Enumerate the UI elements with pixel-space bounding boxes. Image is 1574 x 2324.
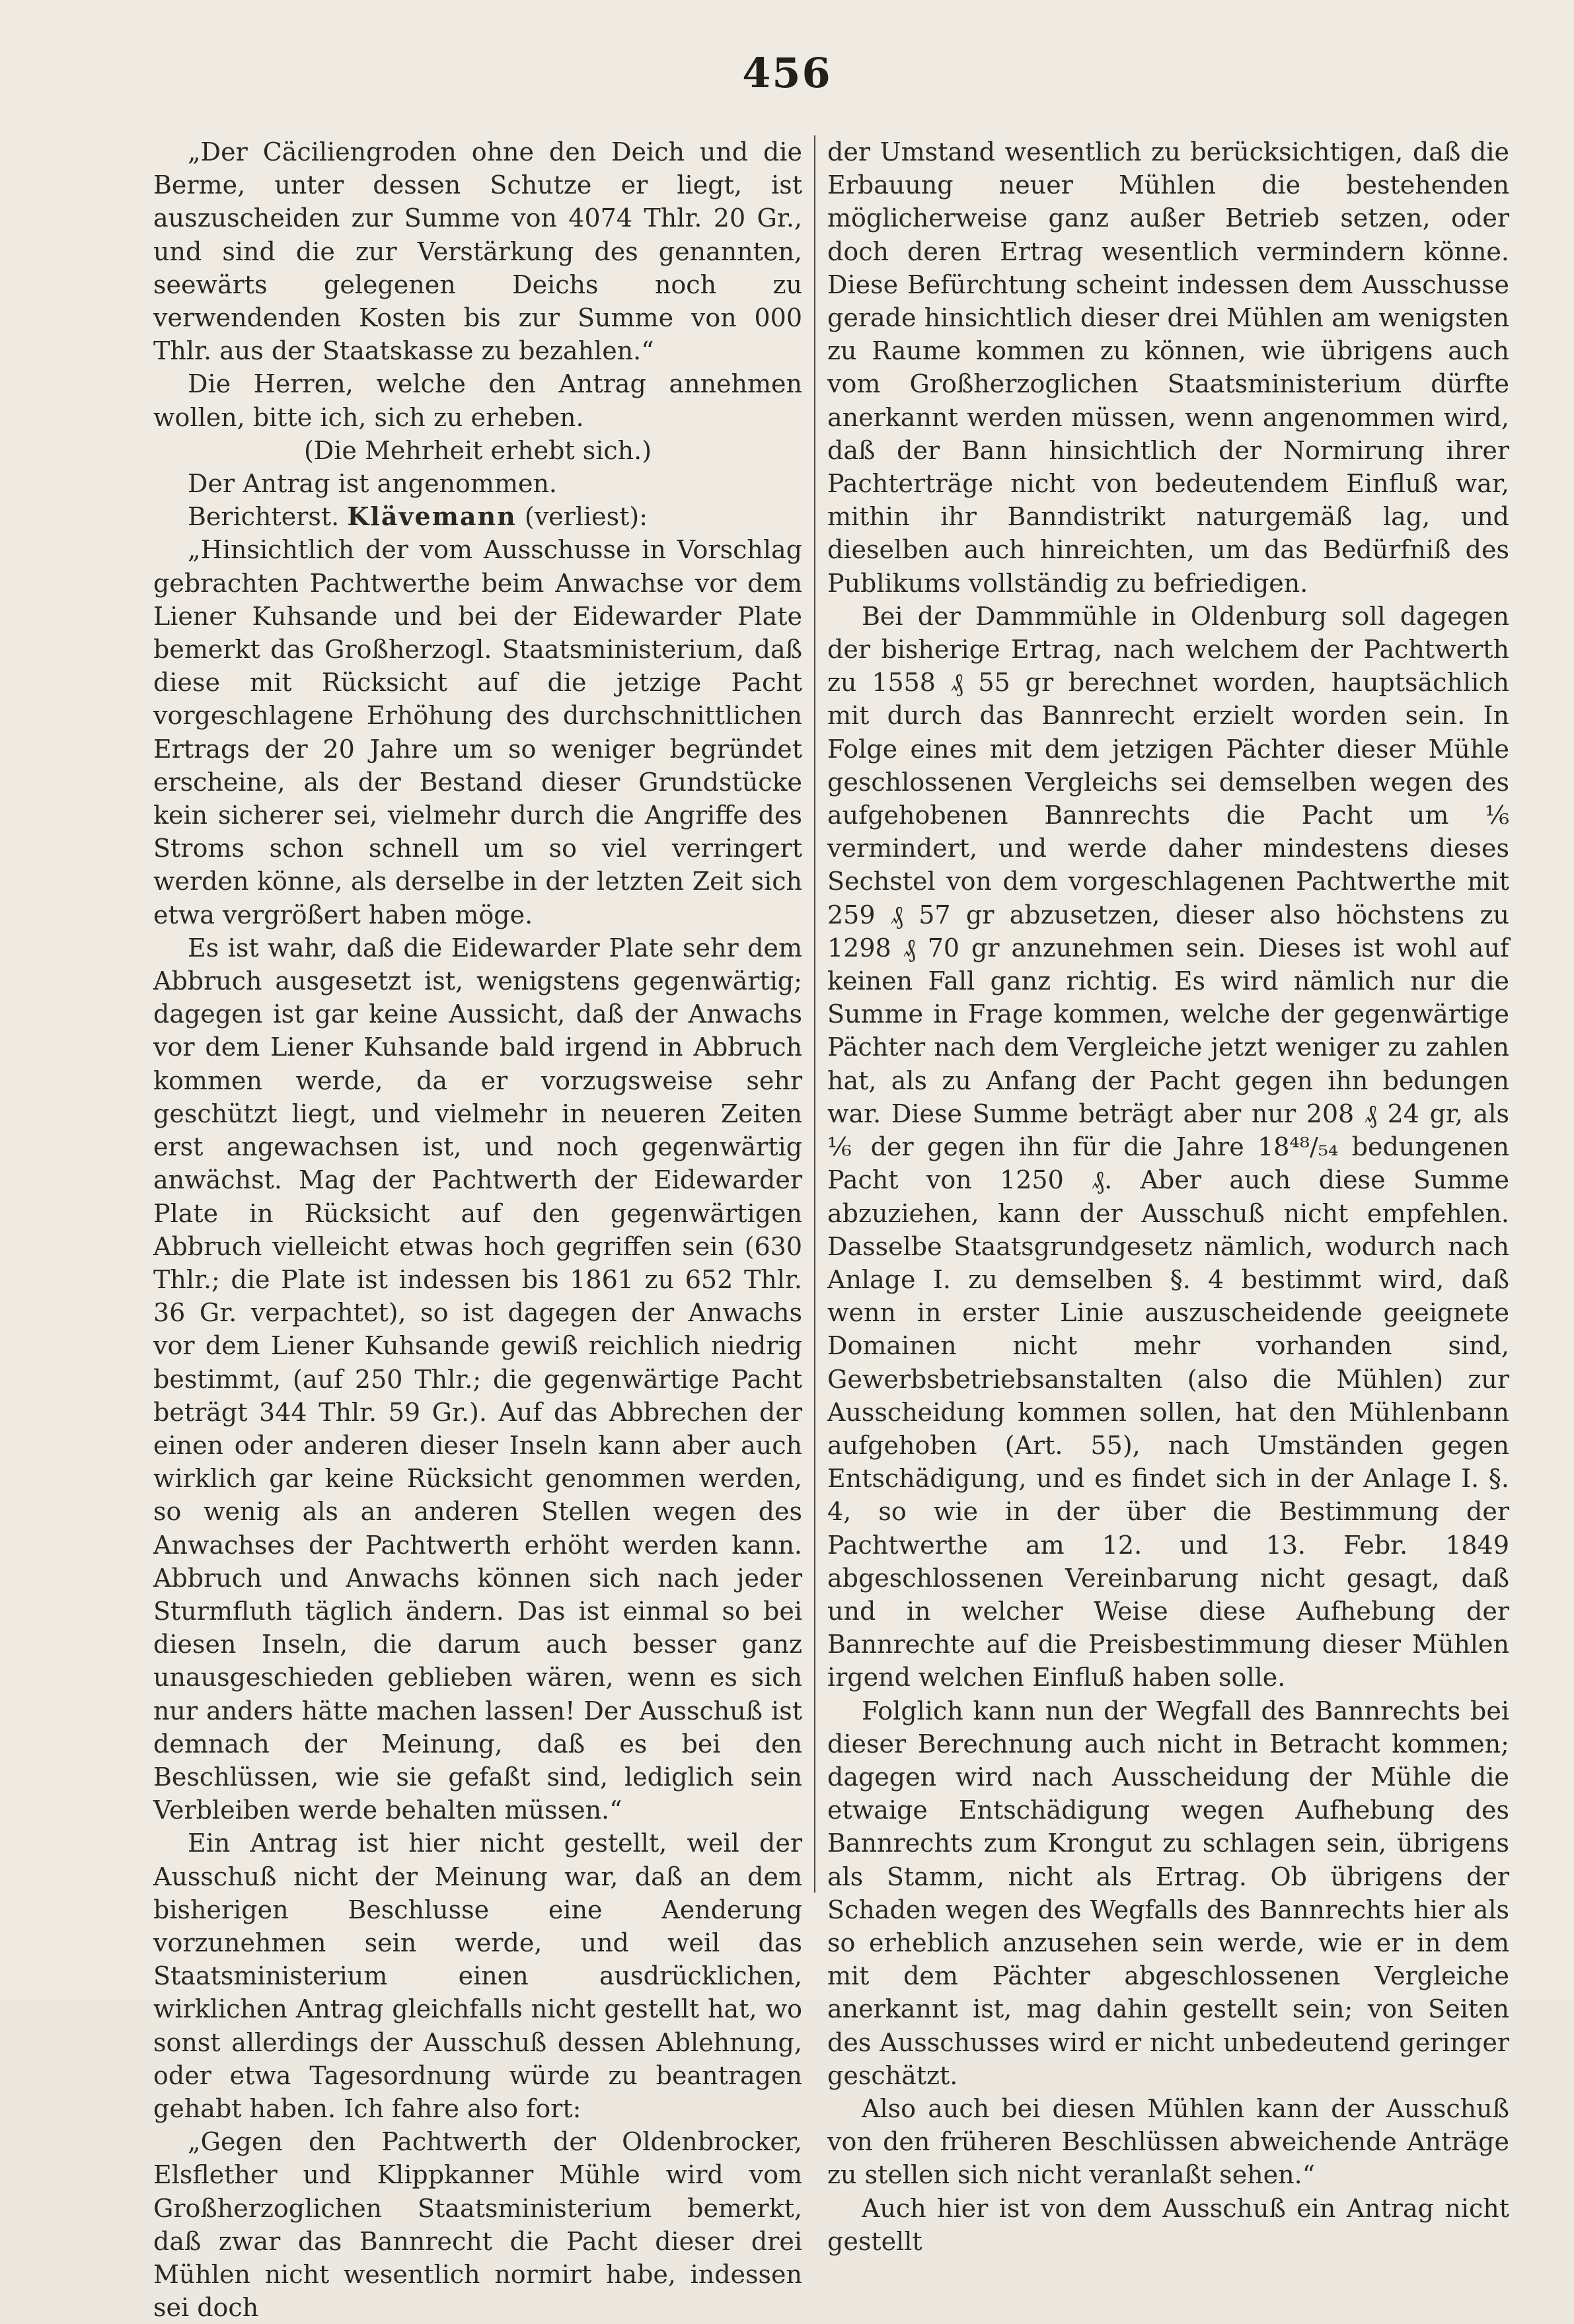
paragraph: „Der Cäciliengroden ohne den Deich und die Berme, unter dessen Schutze er liegt, ist auszuscheiden zur Summe von 4074 Thlr. 20 Gr., und sind die zur Verstärkung des genannten, seewärts gelegenen Deichs noch zu verwendenden Kosten bis zur Summe von 000 Thlr. aus der Staatskasse zu bezahlen.“ [153,137,802,366]
speaker-paragraph [153,500,802,533]
paragraph: (Die Mehrheit erhebt sich.) [303,435,652,465]
speaker-name: Klävemann [347,501,517,532]
speaker-role: Berichterst. [188,502,340,532]
paragraph: Auch hier ist von dem Ausschuß ein Antrag nicht gestellt [827,2193,1509,2256]
paragraph: Die Herren, welche den Antrag annehmen wollen, bitte ich, sich zu erheben. [153,369,802,432]
paragraph: Folglich kann nun der Wegfall des Bannrechts bei dieser Berechnung auch nicht in Betracht kommen; dagegen wird nach Ausscheidung der Mühle die etwaige Entschädigung wegen Aufhebung des Bannrechts zum Krongut zu schlagen sein, übrigens als Stamm, nicht als Ertrag. Ob übrigens der Schaden wegen des Wegfalls des Bannrechts hier als so erheblich anzusehen sein werde, wie er in dem mit dem Pächter abgeschlossenen Vergleiche anerkannt ist, mag dahin gestellt sein; von Seiten des Ausschusses wird er nicht unbedeutend geringer geschätzt. [827,1696,1509,2090]
paragraph: Also auch bei diesen Mühlen kann der Ausschuß von den früheren Beschlüssen abweichende Anträge zu stellen sich nicht veranlaßt sehen.“ [827,2093,1509,2190]
column-divider [814,135,815,1893]
page-number: 456 [742,49,832,97]
paragraph: „Gegen den Pachtwerth der Oldenbrocker, Elsflether und Klippkanner Mühle wird vom Großherzoglichen Staatsministerium bemerkt, daß zwar das Bannrecht die Pacht dieser drei Mühlen nicht wesentlich normirt habe, indessen sei doch [153,2127,802,2323]
right-column [827,135,1509,2258]
paragraph: Der Antrag ist angenommen. [188,469,558,499]
left-column [153,135,802,2324]
paragraph: Bei der Dammmühle in Oldenburg soll dagegen der bisherige Ertrag, nach welchem der Pachtwerth zu 1558 ₰ 55 gr berechnet worden, hauptsächlich mit durch das Bannrecht erzielt worden sein. In Folge eines mit dem jetzigen Pächter dieser Mühle geschlossenen Vergleichs sei demselben wegen des aufgehobenen Bannrechts die Pacht um ⅙ vermindert, und werde daher mindestens dieses Sechstel von dem vorgeschlagenen Pachtwerthe mit 259 ₰ 57 gr abzusetzen, dieser also höchstens zu 1298 ₰ 70 gr anzunehmen sein. Dieses ist wohl auf keinen Fall ganz richtig. Es wird nämlich nur die Summe in Frage kommen, welche der gegenwärtige Pächter nach dem Vergleiche jetzt weniger zu zahlen hat, als zu Anfang der Pacht gegen ihn bedungen war. Diese Summe beträgt aber nur 208 ₰ 24 gr, als ⅙ der gegen ihn für die Jahre 18⁴⁸/₅₄ bedungenen Pacht von 1250 ₰. Aber auch diese Summe abzuziehen, kann der Ausschuß nicht empfehlen. Dasselbe Staatsgrundgesetz nämlich, wodurch nach Anlage I. zu demselben §. 4 bestimmt wird, daß wenn in erster Linie auszuscheidende geeignete Domainen nicht mehr vorhanden sind, Gewerbsbetriebsanstalten (also die Mühlen) zur Ausscheidung kommen sollen, hat den Mühlenbann aufgehoben (Art. 55), nach Umständen gegen Entschädigung, und es findet sich in der Anlage I. §. 4, so wie in der über die Bestimmung der Pachtwerthe am 12. und 13. Febr. 1849 abgeschlossenen Vereinbarung nicht gesagt, daß und in welcher Weise diese Aufhebung der Bannrechte auf die Preisbestimmung dieser Mühlen irgend welchen Einfluß haben solle. [827,601,1509,1692]
paragraph: Es ist wahr, daß die Eidewarder Plate sehr dem Abbruch ausgesetzt ist, wenigstens gegenwärtig; dagegen ist gar keine Aussicht, daß der Anwachs vor dem Liener Kuhsande bald irgend in Abbruch kommen werde, da er vorzugsweise sehr geschützt liegt, und vielmehr in neueren Zeiten erst angewachsen ist, und noch gegenwärtig anwächst. Mag der Pachtwerth der Eidewarder Plate in Rücksicht auf den gegenwärtigen Abbruch vielleicht etwas hoch gegriffen sein (630 Thlr.; die Plate ist indessen bis 1861 zu 652 Thlr. 36 Gr. verpachtet), so ist dagegen der Anwachs vor dem Liener Kuhsande gewiß reichlich niedrig bestimmt, (auf 250 Thlr.; die gegenwärtige Pacht beträgt 344 Thlr. 59 Gr.). Auf das Abbrechen der einen oder anderen dieser Inseln kann aber auch wirklich gar keine Rücksicht genommen werden, so wenig als an anderen Stellen wegen des Anwachses der Pachtwerth erhöht werden kann. Abbruch und Anwachs können sich nach jeder Sturmfluth täglich ändern. Das ist einmal so bei diesen Inseln, die darum auch besser ganz unausgeschieden geblieben wären, wenn es sich nur anders hätte machen lassen! Der Ausschuß ist demnach der Meinung, daß es bei den Beschlüssen, wie sie gefaßt sind, lediglich sein Verbleiben werde behalten müssen.“ [153,933,802,1825]
paragraph: „Hinsichtlich der vom Ausschusse in Vorschlag gebrachten Pachtwerthe beim Anwachse vor dem Liener Kuhsande und bei der Eidewarder Plate bemerkt das Großherzogl. Staatsministerium, daß diese mit Rücksicht auf die jetzige Pacht vorgeschlagene Erhöhung des durchschnittlichen Ertrags der 20 Jahre um so weniger begründet erscheine, als der Bestand dieser Grundstücke kein sicherer sei, vielmehr durch die Angriffe des Stroms schon schnell um so viel verringert werden könne, als derselbe in der letzten Zeit sich etwa vergrößert haben möge. [153,535,802,929]
speaker-text: (verliest): [524,502,648,532]
paragraph: der Umstand wesentlich zu berücksichtigen, daß die Erbauung neuer Mühlen die bestehenden möglicherweise ganz außer Betrieb setzen, oder doch deren Ertrag wesentlich vermindern könne. Diese Befürchtung scheint indessen dem Ausschusse gerade hinsichtlich dieser drei Mühlen am wenigsten zu Raume kommen zu können, wie übrigens auch vom Großherzoglichen Staatsministerium dürfte anerkannt werden müssen, wenn angenommen wird, daß der Bann hinsichtlich der Normirung ihrer Pachterträge nicht von bedeutendem Einfluß war, mithin ihr Banndistrikt naturgemäß lag, und dieselben auch hinreichten, um das Bedürfniß des Publikums vollständig zu befriedigen. [827,137,1509,598]
paragraph: Ein Antrag ist hier nicht gestellt, weil der Ausschuß nicht der Meinung war, daß an dem bisherigen Beschlusse eine Aenderung vorzunehmen sein werde, und weil das Staatsministerium einen ausdrücklichen, wirklichen Antrag gleichfalls nicht gestellt hat, wo sonst allerdings der Ausschuß dessen Ablehnung, oder etwa Tagesordnung würde zu beantragen gehabt haben. Ich fahre also fort: [153,1829,802,2123]
